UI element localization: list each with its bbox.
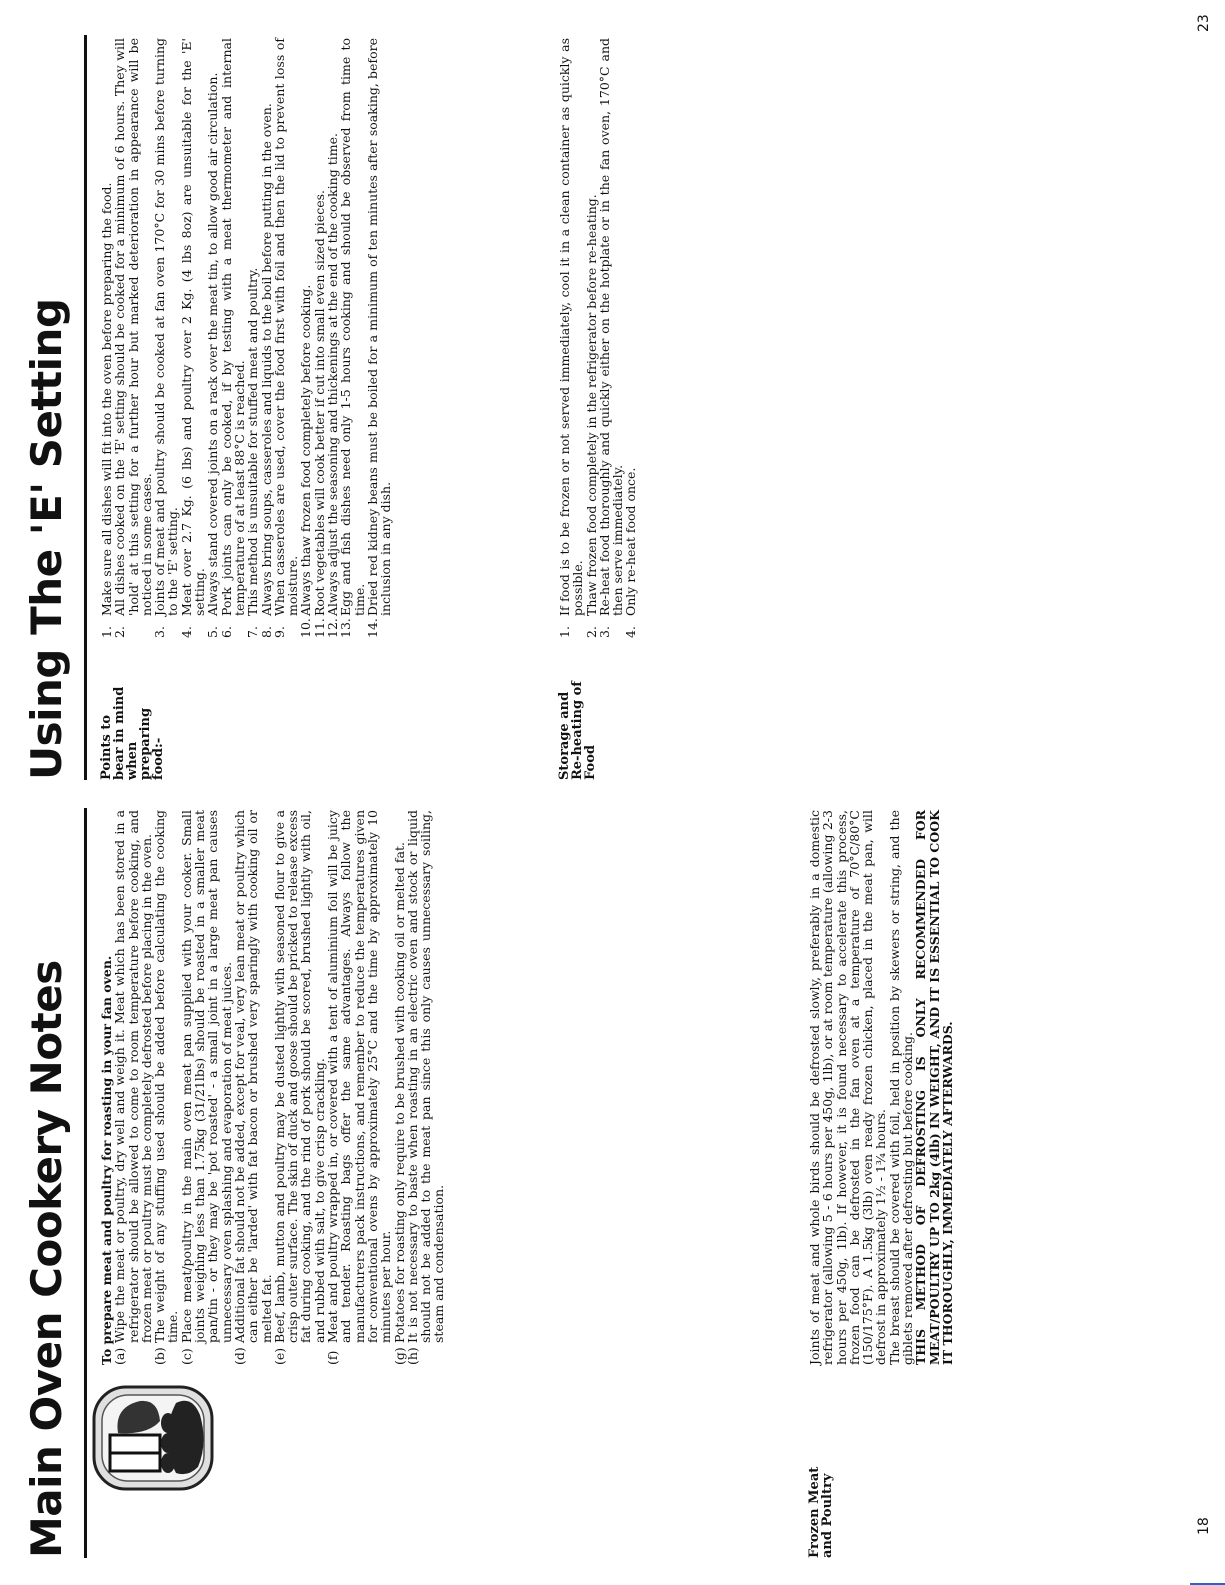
list-item: (b) The weight of any stuffing used should be added before calculating the cooking time. (152, 810, 181, 1365)
roast-illustration-icon (88, 1383, 218, 1493)
page-number: 23 (1196, 14, 1212, 32)
frozen-warning: THIS METHOD OF DEFROSTING IS ONLY RECOMMENDED FOR MEAT/POULTRY UP TO 2kg (4lb) IN WEIGHT, AND IT IS ESSENTIAL TO COOK IT THOROUGHLY, IMMEDIATELY AFTERWARDS. (913, 810, 955, 1365)
roasting-intro: To prepare meat and poultry for roasting in your fan oven. (99, 955, 114, 1365)
list-item: 3. Joints of meat and poultry should be cooked at fan oven 170°C for 30 mins before turning to the 'E' setting. (152, 38, 181, 638)
frozen-section (808, 810, 954, 1365)
list-item: 9. When casseroles are used, cover the food first with foil and then the lid to prevent loss of moisture. (271, 38, 301, 638)
list-item: 11. Root vegetables will cook better if cut into small even sized pieces. (311, 190, 327, 638)
points-section-label: Points to bear in mind when preparing food:- (99, 686, 166, 780)
list-item: (h) It is not necessary to baste when roasting in an electric oven and stock or liquid should not be added to the meat pan since this only causes unnecessary soiling, steam and condensation. (404, 810, 447, 1365)
list-item: 4. Meat over 2.7 Kg. (6 lbs) and poultry over 2 Kg. (4 lbs 8oz) are unsuitable for the 'E' setting. (178, 38, 208, 638)
list-item: 2. All dishes cooked on the 'E' setting should be cooked for a minimum of 6 hours. They will 'hold' at this setting for a further hour but marked deterioration in appearance will be noticed in some cases. (112, 38, 154, 638)
list-item: (d) Additional fat should not be added, except for veal, very lean meat or poultry which can either be 'larded' with fat bacon or brushed very sparingly with cooking oil or melted fat. (231, 810, 274, 1365)
list-item: 13. Egg and fish dishes need only 1-5 hours cooking and should be observed from time to time. (338, 38, 367, 638)
left-page (0, 793, 1225, 1585)
list-item: (f) Meat and poultry wrapped in, or covered with a tent of aluminium foil will be juicy and tender. Roasting bags offer the same advantages. Always follow the manufacturers pack instructions, and remember to reduce the temperatures given for conventional ovens by approximately 25°C and the time by approximately 10 minutes per hour. (325, 810, 394, 1365)
list-item: 10. Always thaw frozen food completely before cooking. (298, 284, 314, 638)
page-number: 18 (1196, 1517, 1212, 1535)
list-item: 1. Make sure all dishes will fit into the oven before preparing the food. (99, 182, 114, 638)
list-item: 14. Dried red kidney beans must be boiled for a minimum of ten minutes after soaking, before inclusion in any dish. (364, 38, 394, 638)
list-item: 7. This method is unsuitable for stuffed meat and poultry. (245, 267, 261, 638)
list-item: (g) Potatoes for roasting only require to be brushed with cooking oil or melted fat. (391, 842, 407, 1365)
points-section (100, 38, 393, 638)
list-item: (a) Wipe the meat or poultry, dry well and weigh it. Meat which has been stored in a refrigerator should be allowed to come to room temperature before cooking, and frozen meat or poultry must be completely defrosted before placing in the oven. (112, 810, 154, 1365)
page-title: Main Oven Cookery Notes (22, 960, 71, 1558)
title-rule (84, 808, 87, 1558)
list-item: 6. Pork joints can only be cooked, if by testing with a meat thermometer and internal temperature of at least 88°C is reached. (218, 38, 247, 638)
frozen-paragraph: Joints of meat and whole birds should be defrosted slowly, preferably in a domestic refrigerator (allowing 5 - 6 hours per 450g, 1lb), or at room temperature (allowing 2-3 hours per 450g, 1lb). If however, it is found necessary to accelerate this process, frozen food can be defrosted in the fan oven at a temperature of 70°C/80°C (150/175°F). A 1.5kg (3lb) oven ready frozen chicken, placed in the meat pan, will defrost in approximately 1½ - 1¾ hours. (807, 810, 889, 1365)
list-item: 3. Re-heat food thoroughly and quickly either on the hotplate or in the fan oven, 170°C and then serve immediately. (596, 38, 626, 638)
list-item: 2. Thaw frozen food completely in the refrigerator before re-heating. (583, 194, 599, 638)
list-item: 8. Always bring soups, casseroles and liquids to the boil before putting in the oven. (258, 103, 274, 638)
roasting-section (100, 810, 446, 1365)
page-title: Using The 'E' Setting (22, 298, 71, 780)
list-item: 1. If food is to be frozen or not served immediately, cool it in a clean container as quickly as possible. (557, 38, 586, 638)
list-item: 4. Only re-heat food once. (623, 467, 639, 638)
frozen-paragraph: The breast should be covered with foil, held in position by skewers or string, and the giblets removed after defrosting but before cooking. (886, 810, 916, 1365)
list-item: (e) Beef, lamb, mutton and poultry may be dusted lightly with seasoned flour to give a crisp outer surface. The skin of duck and goose should be pricked to release excess fat during cooking, and the rind of pork should be scored, brushed lightly with oil, and rubbed with salt, to give crisp crackling. (271, 810, 327, 1365)
storage-section-label: Storage and Re-heating of Food (557, 681, 598, 780)
title-rule (84, 35, 87, 780)
right-page (0, 0, 1225, 792)
list-item: 5. Always stand covered joints on a rack over the meat tin, to allow good air circulation. (205, 72, 221, 638)
list-item: (c) Place meat/poultry in the main oven meat pan supplied with your cooker. Small joints weighing less than 1.75kg (31/21lbs) should be roasted in a smaller meat pan/tin - or they may be 'pot roasted' - a small joint in a large meat pan causes unnecessary oven splashing and evaporation of meat juices. (178, 810, 234, 1365)
frozen-section-label: Frozen Meat and Poultry (807, 1466, 835, 1558)
list-item: 12. Always adjust the seasoning and thickenings at the end of the cooking time. (325, 133, 341, 638)
storage-section (558, 38, 638, 638)
